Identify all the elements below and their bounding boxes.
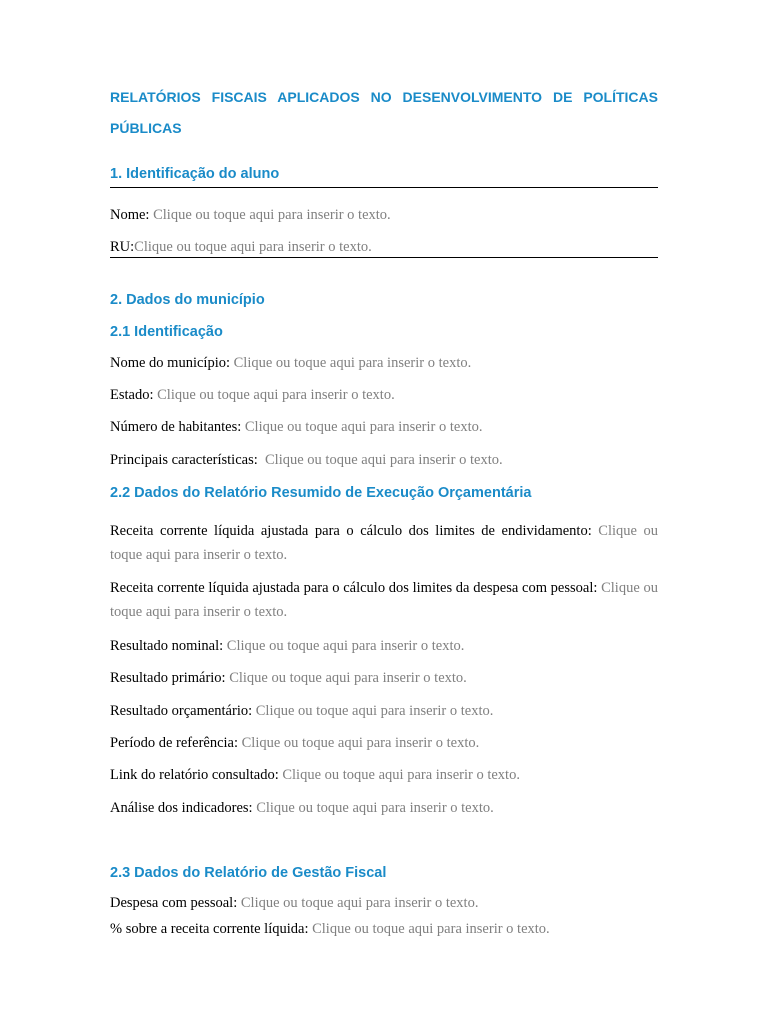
section-heading-dados-municipio: 2. Dados do município	[110, 292, 265, 308]
field-estado	[110, 383, 658, 407]
field-resultado-primario	[110, 666, 658, 690]
field-periodo-referencia	[110, 731, 658, 755]
field-label-link-relatorio: Link do relatório consultado:	[110, 767, 283, 783]
field-label-estado: Estado:	[110, 387, 158, 403]
field-input-caracteristicas[interactable]: Clique ou toque aqui para inserir o texto.	[265, 452, 503, 468]
field-input-resultado-primario[interactable]: Clique ou toque aqui para inserir o texto.	[229, 670, 467, 686]
field-despesa-pessoal	[110, 891, 658, 915]
field-input-rcl-pessoal[interactable]: Clique ou toque aqui para inserir o texto.	[110, 580, 658, 620]
field-input-percentual-rcl[interactable]: Clique ou toque aqui para inserir o texto.	[312, 921, 550, 937]
field-input-ru[interactable]: Clique ou toque aqui para inserir o texto.	[134, 239, 372, 255]
field-link-relatorio	[110, 763, 658, 787]
field-percentual-rcl	[110, 917, 658, 941]
field-input-nome-municipio[interactable]: Clique ou toque aqui para inserir o texto.	[233, 355, 472, 371]
field-label-nome: Nome:	[110, 207, 154, 223]
field-label-despesa-pessoal: Despesa com pessoal:	[110, 895, 241, 911]
field-label-resultado-primario: Resultado primário:	[110, 670, 230, 686]
field-input-despesa-pessoal[interactable]: Clique ou toque aqui para inserir o texto.	[240, 895, 479, 911]
field-resultado-nominal	[110, 634, 658, 658]
field-input-resultado-nominal[interactable]: Clique ou toque aqui para inserir o texto.	[226, 638, 465, 654]
field-label-resultado-orcamentario: Resultado orçamentário:	[110, 703, 256, 719]
field-analise-indicadores	[110, 796, 658, 820]
field-label-rcl-endividamento: Receita corrente líquida ajustada para o cálculo dos limites de endividamento:	[110, 523, 599, 539]
section-rule-bottom	[110, 257, 658, 258]
field-input-estado[interactable]: Clique ou toque aqui para inserir o texto.	[157, 387, 395, 403]
subsection-heading-rgf: 2.3 Dados do Relatório de Gestão Fiscal	[110, 865, 387, 881]
field-label-resultado-nominal: Resultado nominal:	[110, 638, 227, 654]
section-heading-identificacao-aluno: 1. Identificação do aluno	[110, 166, 280, 182]
field-input-analise-indicadores[interactable]: Clique ou toque aqui para inserir o texto.	[256, 800, 494, 816]
field-nome-municipio	[110, 351, 658, 375]
section-rule-top	[110, 187, 658, 188]
field-nome	[110, 203, 658, 227]
field-input-resultado-orcamentario[interactable]: Clique ou toque aqui para inserir o texto.	[255, 703, 494, 719]
field-rcl-endividamento	[110, 519, 658, 567]
field-habitantes	[110, 415, 658, 439]
field-input-nome[interactable]: Clique ou toque aqui para inserir o texto.	[153, 207, 391, 223]
field-label-rcl-pessoal: Receita corrente líquida ajustada para o cálculo dos limites da despesa com pessoal:	[110, 580, 602, 596]
field-label-percentual-rcl: % sobre a receita corrente líquida:	[110, 921, 313, 937]
field-label-caracteristicas: Principais características:	[110, 452, 266, 468]
field-label-analise-indicadores: Análise dos indicadores:	[110, 800, 257, 816]
field-input-rcl-endividamento[interactable]: Clique ou toque aqui para inserir o texto.	[110, 523, 658, 563]
field-caracteristicas	[110, 448, 658, 472]
field-input-habitantes[interactable]: Clique ou toque aqui para inserir o texto.	[244, 419, 483, 435]
field-label-periodo-referencia: Período de referência:	[110, 735, 242, 751]
field-label-habitantes: Número de habitantes:	[110, 419, 245, 435]
field-ru	[110, 235, 658, 259]
field-resultado-orcamentario	[110, 699, 658, 723]
document-title: RELATÓRIOS FISCAIS APLICADOS NO DESENVOLVIMENTO DE POLÍTICAS PÚBLICAS	[110, 89, 658, 136]
field-rcl-pessoal	[110, 576, 658, 624]
field-input-link-relatorio[interactable]: Clique ou toque aqui para inserir o texto.	[282, 767, 520, 783]
field-input-periodo-referencia[interactable]: Clique ou toque aqui para inserir o texto.	[241, 735, 480, 751]
subsection-heading-identificacao: 2.1 Identificação	[110, 324, 223, 340]
subsection-heading-rreo: 2.2 Dados do Relatório Resumido de Execução Orçamentária	[110, 485, 532, 501]
field-label-nome-municipio: Nome do município:	[110, 355, 234, 371]
field-label-ru: RU:	[110, 239, 135, 255]
